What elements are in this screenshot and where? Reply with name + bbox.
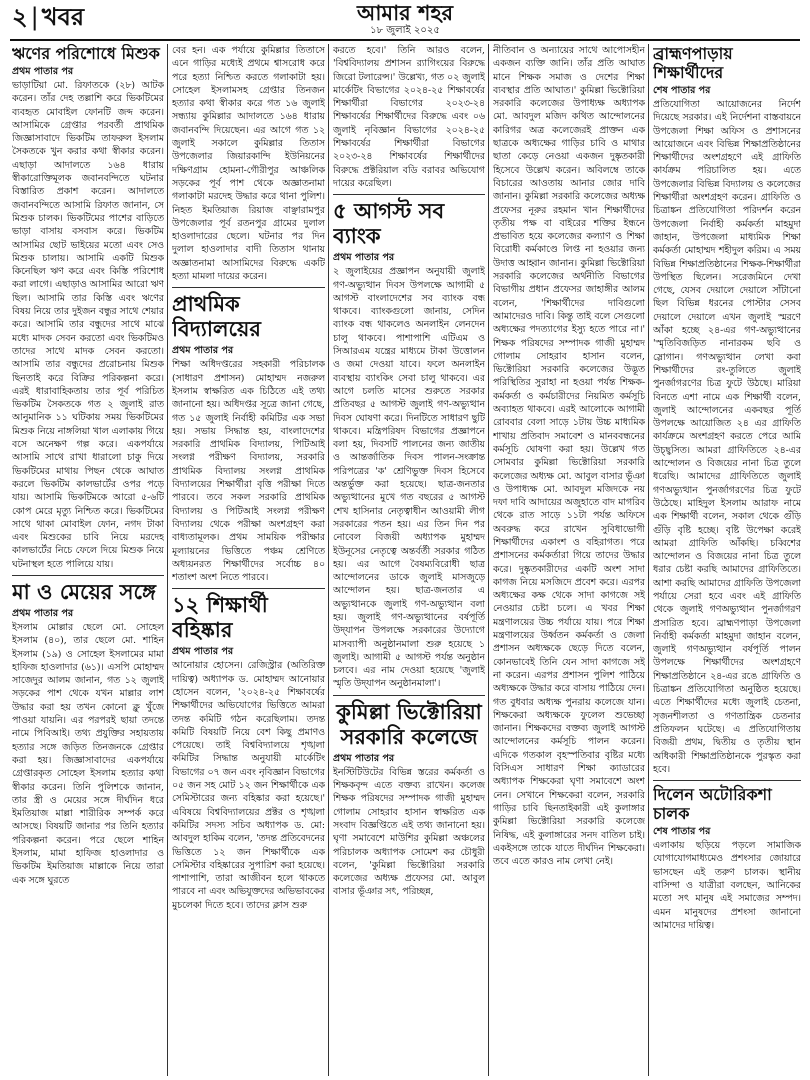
column-5 [653,44,801,1076]
page-label-separator: | [30,3,39,31]
article-body-twelve-continued: করতে হবে।' তিনি আরও বলেন, 'বিশ্ববিদ্যালয় প্রশাসন র‍্যাগিংয়ের বিরুদ্ধে জিরো টলারেন্স।' উল্লেখ্য, গত ০২ জুলাই মার্কেটিং বিভাগের ২০২৪-২৫ শিক্ষাবর্ষের শিক্ষার্থীরা বিভাগের ২০২৩-২৪ শিক্ষাবর্ষের শিক্ষার্থীদের বিরুদ্ধে এবং ০৬ জুলাই নৃবিজ্ঞান বিভাগের ২০২৪-২৫ শিক্ষাবর্ষের শিক্ষার্থীরা বিভাগের ২০২৩-২৪ শিক্ষাবর্ষের শিক্ষার্থীদের বিরুদ্ধে প্রক্টরিয়াল বডি বরাবর অভিযোগ দায়ের করেছিল। [333,45,485,189]
article-headline-banks: ৫ আগস্ট সব ব্যাংক [333,199,445,249]
page-number: ২ [12,3,28,31]
column-1 [12,44,164,1076]
article-divider [172,287,325,288]
column-divider [488,44,489,1076]
article-body-driver: এলাকায় ছড়িয়ে পড়লে সামাজিক যোগাযোগমাধ্যমেও প্রশংসার জোয়ারে ভাসছেন এই তরুণ চালক। স্থানীয় বাসিন্দা ও যাত্রীরা বলছেন, আনিকের মতো সৎ মানুষ এই সমাজের সম্পদ। এমন মানুষদের প্রশংসা জানানো আমাদের দায়িত্ব। [653,840,801,931]
article-body-brahmanpara: প্রতিযোগিতা আয়োজনের নির্দেশ দিয়েছে সরকার। এই নির্দেশনা বাস্তবায়নে উপজেলা শিক্ষা অফিস ও প্রশাসনের আয়োজনে এবং বিভিন্ন শিক্ষাপ্রতিষ্ঠানের শিক্ষার্থীদের অংশগ্রহণে এই গ্রাফিতি কার্যক্রম পরিচালিত হয়। এতে উপজেলার বিভিন্ন বিদ্যালয় ও কলেজের শিক্ষার্থীরা অংশগ্রহণ করেন। গ্রাফিতি ও চিত্রাঙ্কন প্রতিযোগিতা পরিদর্শন করেন উপজেলা নির্বাহী কর্মকর্তা মাহমুদা জাহান, উপজেলা মাধ্যমিক শিক্ষা কর্মকর্তা মোহাম্মদ শহীদুল করিম। এ সময় বিভিন্ন শিক্ষাপ্রতিষ্ঠানের শিক্ষক-শিক্ষার্থীরা উপস্থিত ছিলেন। সরেজমিনে দেখা গেছে, যেসব দেয়ালে দেয়ালে সাঁটানো ছিল বিভিন্ন ধরনের পোস্টার সেসব দেয়ালে দেয়ালে এখন জুলাই স্মরণে আঁকা হচ্ছে ২৪-এর গণ-অভ্যুত্থানের 'স্মৃতিবিজড়িত নানারকম ছবি ও স্লোগান। গণঅভ্যুত্থান লেখা কবা শিক্ষার্থীদের রং-তুলিতে জুলাই পুনর্জাগরণের চিত্র ফুটে উঠছে। মারিয়া বিনতে এশা নামে এক শিক্ষার্থী বলেন, জুলাই আন্দোলনের একবছর পূর্তি উপলক্ষে আয়োজিত ২৪ এর গ্রাফিতি কার্যক্রমে অংশগ্রহণ করতে পেরে আমি উচ্ছ্বসিত। আমরা গ্রাফিতিতে ২৪-এর আন্দোলন ও বিজয়ের নানা চিত্র তুলে ধরেছি। আমাদের গ্রাফিতিতে জুলাই গণঅভ্যুত্থান পুনর্জাগরণের চিত্র ফুটে উঠেছে। মাহিদুল ইসলাম আরাফ নামে এক শিক্ষার্থী বলেন, সকাল থেকে গুঁড়ি গুঁড়ি বৃষ্টি হচ্ছে। বৃষ্টি উপেক্ষা করেই আমরা গ্রাফিতি আঁকছি। চব্বিশের আন্দোলন ও বিজয়ের নানা চিত্র তুলে ধরার চেষ্টা করছি আমাদের গ্রাফিতিতে। আশা করছি আমাদের গ্রাফিতি উপজেলা পর্যায়ে সেরা হবে এবং এই গ্রাফিতি থেকে জুলাই গণঅভ্যুত্থান পুনর্জাগরণ প্রসারিত হবে। ব্রাহ্মণপাড়া উপজেলা নির্বাহী কর্মকর্তা মাহমুদা জাহান বলেন, জুলাই গণঅভ্যুত্থান বর্ষপূর্তি পালন উপলক্ষে শিক্ষার্থীদের অংশগ্রহণে শিক্ষাপ্রতিষ্ঠানে ২৪-এর রঙে গ্রাফিতি ও চিত্রাঙ্কন প্রতিযোগিতা অনুষ্ঠিত হয়েছে। এতে শিক্ষার্থীদের মধ্যে জুলাই চেতনা, সৃজনশীলতা ও গণতান্ত্রিক চেতনার প্রতিফলন ঘটেছে। এ প্রতিযোগিতায় বিজয়ী প্রথম, দ্বিতীয় ও তৃতীয় স্থান অধিকারী শিক্ষাপ্রতিষ্ঠানকে পুরস্কৃত করা হবে। [653,99,801,775]
article-kicker-loan: প্রথম পাতার পর [12,66,74,77]
article-kicker-driver: শেষ পাতার পর [653,826,711,838]
article-headline-twelve: ১২ শিক্ষার্থী বহিষ্কার [172,593,268,643]
masthead [0,0,810,40]
column-4 [493,44,645,1076]
article-body-primary: শিক্ষা অধিদপ্তরের সহকারী পরিচালক (সাধারণ প্রশাসন) মোহাম্মদ নজরুল ইসলাম স্বাক্ষরিত এক চিঠিতে এই তথ্য জানানো হয়। অধিদপ্তর সূত্রে জানা গেছে, গত ১৫ জুলাই নির্বাহী কমিটির এক সভা হয়। সভায় সিদ্ধান্ত হয়, বাংলাদেশের সরকারি প্রাথমিক বিদ্যালয়, পিটিআই সংলগ্ন পরীক্ষণ বিদ্যালয়, সরকারি প্রাথমিক বিদ্যালয় সংলগ্ন প্রাথমিক বিদ্যালয়ের শিক্ষার্থীরা বৃত্তি পরীক্ষা দিতে পারবে। তবে সকল সরকারি প্রাথমিক বিদ্যালয় ও পিটিআই সংলগ্ন পরীক্ষণ বিদ্যালয় থেকে পরীক্ষা অংশগ্রহণ করা বাধ্যতামূলক। প্রথম সাময়িক পরীক্ষার মূল্যায়নের ভিত্তিতে পঞ্চম শ্রেণিতে অধ্যয়নরত শিক্ষার্থীদের সর্বোচ্চ ৪০ শতাংশ অংশ নিতে পারবে। [172,359,325,584]
article-divider [172,588,325,589]
column-2 [172,44,325,1076]
article-divider [653,780,801,781]
article-body-comilla-continued: নীতিবান ও অন্যায়ের সাথে আপোসহীন একজন ব্যক্তি জানি। তাঁর প্রতি আঘাত মানে শিক্ষক সমাজ ও দেশের শিক্ষা ব্যবস্থার প্রতি আঘাত।' কুমিল্লা ভিক্টোরিয়া সরকারি কলেজের উপাধ্যক্ষ অধ্যাপক মো. আবদুল মজিদ কথিত আন্দোলনের কারিগর অত্র কলেজেরই প্রাক্তন এক ছাত্রকে অধ্যক্ষের গাড়ির চাবি ও মাথার ছাতা কেড়ে নেওয়া একজন দুষ্কৃতকারী হিসেবে উল্লেখ করেন। অবিলম্বে তাকে বিচারের আওতায় আনার জোর দাবি জানান। কুমিল্লা সরকারি কলেজের অধ্যক্ষ প্রফেসর নূরুর রহমান খান শিক্ষার্থীদের তৃতীয় পক্ষ বা বাইরের শক্তির ইন্ধনে প্রভাবিত হয়ে কলেজের কল্যাণ ও শিক্ষা বিরোধী কর্মকাণ্ডে লিপ্ত না হওয়ার জন্য উদাত্ত আহ্বান জানান। কুমিল্লা ভিক্টোরিয়া সরকারি কলেজের অর্থনীতি বিভাগের বিভাগীয় প্রধান প্রফেসর জাহাঙ্গীর আলম বলেন, 'শিক্ষার্থীদের দাবিগুলো আমাদেরও দাবি। কিন্তু তাই বলে সেগুলো অধ্যক্ষের পদত্যাগের ইস্যু হতে পারে না।' শিক্ষক পরিষদের সম্পাদক গাজী মুহাম্মদ গোলাম সোহরাব হাসান বলেন, ভিক্টোরিয়া সরকারি কলেজের উদ্ভূত পরিস্থিতির সুরাহা না হওয়া পর্যন্ত শিক্ষক-কর্মকর্তা ও কর্মচারীদের নিয়মিত কর্মসূচি অব্যাহত থাকবে। এরই আলোকে আগামী রোববার বেলা সাড়ে ১টায় উচ্চ মাধ্যমিক শাখায় প্রতিবাদ সমাবেশ ও মানববন্ধনের কর্মসূচি ঘোষণা করা হয়। উল্লেখ গত সোমবার কুমিল্লা ভিক্টোরিয়া সরকারি কলেজের অধ্যক্ষ মো. আবুল বাসার ভূঁঞা ও উপাধ্যক্ষ মো. আবদুল মজিদকে নয় দফা দাবি আদায়ের অজুহাতে বাদ মাগরিব থেকে রাত সাড়ে ১১টা পর্যন্ত অফিসে অবরুদ্ধ করে রাখেন সুবিধাভোগী শিক্ষার্থীদের একাংশ ও বহিরাগত। পরে প্রশাসনের কর্মকর্তারা গিয়ে তাদের উদ্ধার করে। দুষ্কৃতকারীদের একটি অংশ সাদা কাগজ নিয়ে মসজিদে প্রবেশ করে। এরপর অধ্যক্ষের কক্ষ থেকে সাদা কাগজে সই নেওয়ার চেষ্টা চলে। এ খবর শিক্ষা মন্ত্রণালয়ের উচ্চ পর্যায়ে যায়। পরে শিক্ষা মন্ত্রণালয়ের উর্ধ্বতন কর্মকর্তা ও জেলা প্রশাসন অধ্যক্ষকে ছেড়ে দিতে বলেন, কোনভাবেই তিনি যেন সাদা কাগজে সই না করেন। এরপর প্রশাসন পুলিশ পাঠিয়ে অধ্যক্ষকে উদ্ধার করে বাসায় পাঠিয়ে দেন। গত বুধবার অধ্যক্ষ পুনরায় কলেজে যান। শিক্ষকেরা অধ্যক্ষকে ফুলেল শুভেচ্ছা জানান। শিক্ষকদের বক্তব্য জুলাই আগস্ট আন্দোলনের কর্মসূচি পালন করেন। এদিকে গতকাল বৃহস্পতিবার বৃষ্টির মধ্যে বিসিএস সাধারণ শিক্ষা ক্যাডারের অধ্যাপক শিক্ষকেরা ঘৃণা সমাবেশে অংশ নেন। সেখানে শিক্ষকেরা বলেন, সরকারি গাড়ির চাবি ছিনতাইকারী এই কুলাঙ্গার কুমিল্লা ভিক্টোরিয়া সরকারি কলেজে নিষিদ্ধ, এই কুলাঙ্গারের সনদ বাতিল চাই। একইসঙ্গে তাকে যাতে দীর্ঘদিন শিক্ষকেরা। তবে এতে কারও নাম লেখা নেই। [493,45,645,868]
masthead-rule [10,39,800,41]
article-body-banks: ২ জুলাইয়ের প্রজ্ঞাপন অনুযায়ী জুলাই গণ-অভ্যুত্থান দিবস উপলক্ষে আগামী ৫ আগস্ট বাংলাদেশের সব ব্যাংক বন্ধ থাকবে। ব্যাংকগুলো জানায়, সেদিন ব্যাংক বন্ধ থাকলেও অনলাইন লেনদেন চালু থাকবে। পাশাপাশি এটিএম ও সিআরএম যন্ত্রের মাধ্যমে টাকা উত্তোলন ও জমা দেওয়া যাবে। ফলে অনলাইন ব্যবস্থায় ব্যাংকিং সেবা চালু থাকবে। এর আগে চলতি মাসের শুরুতে সরকার প্রতিবছর ৫ আগস্ট জুলাই গণ-অভ্যুত্থান দিবস ঘোষণা করে। দিনটিতে সাধারণ ছুটি থাকবে। মন্ত্রিপরিষদ বিভাগের প্রজ্ঞাপনে বলা হয়, দিবসটি পালনের জন্য জাতীয় ও আন্তর্জাতিক দিবস পালন-সংক্রান্ত পরিপত্রের 'ক' শ্রেণিভুক্ত দিবস হিসেবে অন্তর্ভুক্ত করা হয়েছে। ছাত্র-জনতার অভ্যুত্থানের মুখে গত বছরের ৫ আগস্ট শেখ হাসিনার নেতৃত্বাধীন আওয়ামী লীগ সরকারের পতন হয়। এর তিন দিন পর নোবেল বিজয়ী অধ্যাপক মুহাম্মদ ইউনূসের নেতৃত্বে অন্তর্বর্তী সরকার গঠিত হয়। এর আগে বৈষম্যবিরোধী ছাত্র আন্দোলনের ডাকে জুলাই মাসজুড়ে আন্দোলন হয়। ছাত্র-জনতার এ অভ্যুত্থানকে জুলাই গণ-অভ্যুত্থান বলা হয়। জুলাই গণ-অভ্যুত্থানের বর্ষপূর্তি উদ্‌যাপন উপলক্ষে সরকারের উদ্যোগে মাসব্যাপী অনুষ্ঠানমালা শুরু হয়েছে ১ জুলাই। আগামী ৫ আগস্ট পর্যন্ত অনুষ্ঠান চলবে। এর নাম দেওয়া হয়েছে 'জুলাই স্মৃতি উদ্‌যাপন অনুষ্ঠানমালা'। [333,266,485,690]
article-body-mother: ইসলাম মোল্লার ছেলে মো. সোহেল ইসলাম (৪০), তার ছেলে মো. শাহিন ইসলাম (১৯) ও সোহেল ইসলামের মামা হাফিজ হাওলাদার (৬১)। এসপি মোহাম্মদ সাজেদুর আলম জানান, গত ১২ জুলাই সড়কের পাশ থেকে যখন মাল্লার লাশ উদ্ধার করা হয় তখন কোনো ক্লু খুঁজে পাওয়া যায়নি। এর পরপরই ছায়া তদন্তে নামে পিবিআই। তথ্য প্রযুক্তির সহায়তায় হত্যার সঙ্গে জড়িত তিনজনকে গ্রেপ্তার করা হয়। জিজ্ঞাসাবাদের একপর্যায়ে গ্রেপ্তারকৃত সোহেল ইসলাম হত্যার কথা স্বীকার করেন। তিনি পুলিশকে জানান, তার স্ত্রী ও মেয়ের সঙ্গে দীর্ঘদিন ধরে ইমতিয়াজ মাল্লা শারীরিক সম্পর্ক করে আসছে। বিষয়টি জানার পর তিনি হত্যার পরিকল্পনা করেন। পরে ছেলে শাহিন ইসলাম, মামা হাফিজ হাওলাদার ও ভিকটিম ইমতিয়াজ মাল্লাকে নিয়ে তারা এক সঙ্গে ঘুরতে [12,621,164,886]
article-headline-primary: প্রাথমিক বিদ্যালয়ের [172,292,261,342]
column-3 [333,44,485,1076]
article-kicker-banks: প্রথম পাতার পর [333,252,395,264]
article-headline-mother: মা ও মেয়ের সঙ্গে [12,579,156,604]
issue-date: ১৮ জুলাই ২০২৫ [370,25,440,36]
article-headline-brahmanpara: ব্রাহ্মণপাড়ায় শিক্ষার্থীদের [653,44,733,82]
article-kicker-twelve: প্রথম পাতার পর [172,646,234,658]
article-divider [333,695,485,696]
article-headline-loan: ঋণের পরিশোধে মিশুক [12,44,160,63]
article-body-loan: ভাড়াটিয়া মো. রিফাতকে (২৮) আটক করেন। তাঁর দেহ তল্লাশি করে ভিকটিমের ব্যবহৃত মোবাইল ফোনটি জব্দ করেন। আসামিকে গ্রেপ্তার পরবর্তী প্রাথমিক জিজ্ঞাসাবাদে ভিকটিম তাফরুল ইসলাম সৈকতকে খুন করার কথা স্বীকার করেন। এছাড়া আদালতে ১৬৪ ধারায় স্বীকারোক্তিমূলক জবানবন্দিতে ঘটনার বিস্তারিত প্রকাশ করেন। আদালতে জবানবন্দিতে আসামি রিফাত জানান, সে মিশুক চালক। ভিকটিমের পাশের বাড়িতে ভাড়া বাসায় বসবাস করে। ভিকটিম আসামির ছোট ভাইয়ের মতো এবং সেও মিশুক চালায়। আসামি একটি মিশুক কিনেছিল ঋণ করে এবং কিস্তি পরিশোধ করা লাগে। এছাড়াও আসামির আরো ঋণ ছিল। আসামি তার কিস্তি এবং ঋণের বিষয় নিয়ে তার দুইজন বন্ধুর সাথে শেয়ার করে। আসামি তার বন্ধুদের সাথে মাঝে মধ্যে মাদক সেবন করতো এবং ভিকটিমও তাদের সাথে মাদক সেবন করতো। আসামি তার বন্ধুদের প্ররোচনায় মিশুক ছিনতাই করে বিক্রির পরিকল্পনা করে। এরই ধারাবাহিকতায় তার পূর্ব পরিচিত ভিকটিম সৈকতকে গত ২ জুলাই রাত আনুমানিক ১১ ঘটিকায় সময় ভিকটিমের মিশুক নিয়ে নাঙ্গলিয়া খাল এলাকায় গিয়ে বসে অনেক্ষণ গল্প করে। একপর্যায়ে আসামি সাথে রাখা ধারালো চাকু দিয়ে ভিকটিমের মাথায় পিছন থেকে আঘাত করলে ভিকটিম কালভার্টের ওপর পড়ে যায়। আসামি ভিকটিমকে আরো ৫-৬টি কোপ মেরে মৃত্যু নিশ্চিত করে। ভিকটিমের সাথে থাকা মোবাইল ফোন, নগদ টাকা এবং মিশুকের চাবি নিয়ে মরদেহ কালভার্টের নিচে ফেলে দিয়ে মিশুক নিয়ে ঘটনাস্থল হতে পালিয়ে যায়। [12,80,164,570]
article-kicker-mother: প্রথম পাতার পর [12,607,74,619]
article-kicker-primary: প্রথম পাতার পর [172,345,234,357]
page-label [12,3,84,31]
column-divider [328,44,329,1076]
article-headline-driver: দিলেন অটোরিকশা চালক [653,785,772,824]
section-name: খবর [41,3,85,31]
article-kicker-brahmanpara: শেষ পাতার পর [653,85,711,96]
article-body-mother-continued: বের হন। এক পর্যায়ে কুমিল্লার তিতাসে এনে গাড়ির মধ্যেই প্রথমে শ্বাসরোধ করে পরে হত্যা নিশ্চিত করতে গলাকাটা হয়। সোহেল ইসলামসহ গ্রেপ্তার তিনজন হত্যার কথা স্বীকার করে গত ১৬ জুলাই সন্ধ্যায় কুমিল্লার আদালতে ১৬৪ ধারায় জবানবন্দি দিয়েছেন। এর আগে গত ১২ জুলাই সকালে কুমিল্লার তিতাস উপজেলার জিয়ারকান্দি ইউনিয়নের দক্ষিণগ্রাম হোমনা-গৌরীপুর আঞ্চলিক সড়কের পূর্ব পাশ থেকে অজ্ঞাতনামা গলাকাটা মরদেহ উদ্ধার করে থানা পুলিশ। নিহত ইমতিয়াজ রিয়াজ বাঞ্ছারামপুর উপজেলার পূর্ব রতনপুর গ্রামের দুলাল হাওলাদারের ছেলে। ঘটনার পর দিন দুলাল হাওলাদার বাদী তিতাস থানায় অজ্ঞাতনামা আসামিদের বিরুদ্ধে একটি হত্যা মামলা দায়ের করেন। [172,45,325,283]
article-divider [12,575,164,576]
article-headline-comilla: কুমিল্লা ভিক্টোরিয়া সরকারি কলেজে [336,699,482,749]
article-divider [333,194,485,195]
article-body-twelve: আনোয়ার হোসেন। রেজিস্ট্রার (অতিরিক্ত দায়িত্ব) অধ্যাপক ড. মোহাম্মদ আনোয়ার হোসেন বলেন, '২০২৪-২৫ শিক্ষাবর্ষের শিক্ষার্থীদের অভিযোগের ভিত্তিতে আমরা তদন্ত কমিটি গঠন করেছিলাম। তদন্ত কমিটি বিষয়টি নিয়ে বেশ কিছু প্রমাণও পেয়েছে। তাই বিশ্ববিদ্যালয়ে শৃঙ্খলা কমিটির সিদ্ধান্ত অনুযায়ী মার্কেটিং বিভাগের ০৭ জন এবং নৃবিজ্ঞান বিভাগের ০৫ জন সহ মোট ১২ জন শিক্ষার্থীকে এক সেমিস্টারের জন্য বহিষ্কার করা হয়েছে।' এবিষয়ে বিশ্ববিদ্যালয়ের প্রক্টর ও শৃঙ্খলা কমিটির সদস্য সচিব অধ্যাপক ড. মো: আবদুল হাকিম বলেন, 'তদন্ত প্রতিবেদনের ভিত্তিতে ১২ জন শিক্ষার্থীকে এক সেমিস্টার বহিষ্কারের সুপারিশ করা হয়েছে। পাশাপাশি, তারা আজীবন হলে থাকতে পারবে না এবং অভিযুক্তদের অভিভাবকের মুচলেকা দিতে হবে। তাদের ক্লাস শুরু [172,660,325,911]
column-divider [167,44,168,1076]
article-body-comilla: ইনস্টিটিউটের বিভিন্ন স্তরের কর্মকর্তা ও শিক্ষকবৃন্দ এতে বক্তব্য রাখেন। কলেজ শিক্ষক পরিষদের সম্পাদক গাজী মুহাম্মদ গোলাম সোহরাব হাসান স্বাক্ষরিত এক সংবাদ বিজ্ঞপ্তিতে এই তথ্য জানানো হয়। ঘৃণা সমাবেশে মাউশির কুমিল্লা অঞ্চলের পরিচালক অধ্যাপক সোমেশ কর চৌধুরী বলেন, 'কুমিল্লা ভিক্টোরিয়া সরকারি কলেজের অধ্যক্ষ প্রফেসর মো. আবুল বাসার ভূঁঞার সৎ, পরিচ্ছন্ন, [333,766,485,898]
article-kicker-comilla: প্রথম পাতার পর [333,752,395,764]
paper-name: আমার শহর [356,0,454,25]
column-divider [648,44,649,1076]
